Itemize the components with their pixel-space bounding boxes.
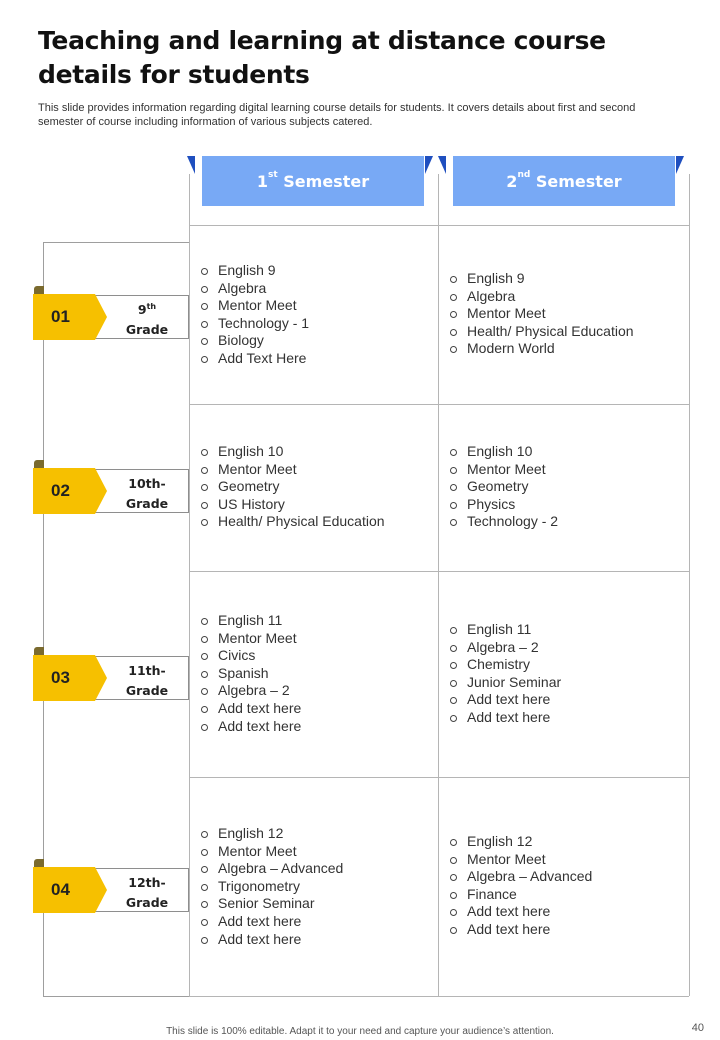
cell-grade12-sem1: [190, 825, 436, 948]
subject-item: Geometry: [190, 478, 436, 496]
table-rule: [189, 225, 689, 226]
subject-item: US History: [190, 496, 436, 514]
grade-label: [107, 658, 187, 701]
subject-item: Chemistry: [439, 656, 687, 674]
subject-item: Algebra: [190, 280, 436, 298]
grade-badge: 01: [33, 294, 95, 340]
subject-item: Trigonometry: [190, 878, 436, 896]
subject-item: Mentor Meet: [439, 461, 687, 479]
table-rule: [189, 777, 689, 778]
subject-list: [439, 833, 687, 939]
header-ordinal: st: [268, 170, 278, 180]
badge-arrow: [95, 655, 107, 701]
grade-badge: 03: [33, 655, 95, 701]
subject-item: Add Text Here: [190, 350, 436, 368]
subject-item: Technology - 2: [439, 513, 687, 531]
badge-cap: [34, 286, 44, 294]
subject-item: English 9: [439, 270, 687, 288]
subject-item: English 10: [190, 443, 436, 461]
subject-item: Health/ Physical Education: [190, 513, 436, 531]
table-border-right: [689, 174, 690, 996]
subject-item: English 10: [439, 443, 687, 461]
subject-item: English 11: [439, 621, 687, 639]
badge-cap: [34, 460, 44, 468]
subject-item: Add text here: [190, 913, 436, 931]
header-ordinal: nd: [517, 170, 531, 180]
header-fold-left: [438, 156, 446, 174]
grade-marker-3: [33, 655, 189, 701]
header-semester-1: [195, 156, 431, 206]
grade-label-word: Grade: [125, 322, 169, 338]
subject-item: Biology: [190, 332, 436, 350]
cell-grade10-sem1: [190, 443, 436, 531]
subject-item: Mentor Meet: [190, 297, 436, 315]
subject-item: Junior Seminar: [439, 674, 687, 692]
subject-item: Mentor Meet: [190, 630, 436, 648]
subject-item: Add text here: [190, 700, 436, 718]
page-subtitle: This slide provides information regarding digital learning course details for students. It covers details about first and second semester of course including information of various subjects catered.: [38, 102, 636, 128]
subject-item: Mentor Meet: [439, 851, 687, 869]
subject-item: English 11: [190, 612, 436, 630]
badge-arrow: [95, 468, 107, 514]
cell-grade11-sem2: [439, 621, 687, 727]
subject-item: Modern World: [439, 340, 687, 358]
subject-item: Physics: [439, 496, 687, 514]
subject-item: Spanish: [190, 665, 436, 683]
subject-item: Algebra – 2: [190, 682, 436, 700]
grade-label: [107, 870, 187, 913]
grade-label: [107, 297, 187, 340]
grade-badge: 04: [33, 867, 95, 913]
grade-badge: 02: [33, 468, 95, 514]
header-semester-2: [446, 156, 682, 206]
subject-item: English 9: [190, 262, 436, 280]
subject-list: [439, 621, 687, 727]
subject-item: Algebra – Advanced: [190, 860, 436, 878]
grade-label-sup: th: [146, 302, 157, 311]
header-word: Semester: [283, 171, 370, 191]
subject-item: Add text here: [439, 709, 687, 727]
subject-item: Mentor Meet: [190, 843, 436, 861]
grade-label-main: 11th-: [128, 663, 166, 679]
subject-item: Health/ Physical Education: [439, 323, 687, 341]
subject-item: Add text here: [190, 718, 436, 736]
grade-label: [107, 471, 187, 514]
table-rule: [189, 571, 689, 572]
subject-item: Geometry: [439, 478, 687, 496]
subject-item: Senior Seminar: [190, 895, 436, 913]
subject-item: Add text here: [190, 931, 436, 949]
table-rule: [189, 404, 689, 405]
subject-list: [439, 270, 687, 358]
subject-item: English 12: [190, 825, 436, 843]
grade-label-word: Grade: [125, 895, 169, 911]
grade-label-main: 9: [137, 302, 147, 318]
grade-label-main: 10th-: [128, 476, 166, 492]
cell-grade11-sem1: [190, 612, 436, 735]
cell-grade9-sem2: [439, 270, 687, 358]
subject-item: Mentor Meet: [439, 305, 687, 323]
subject-item: Add text here: [439, 691, 687, 709]
subject-item: Technology - 1: [190, 315, 436, 333]
header-fold-left: [187, 156, 195, 174]
subject-item: Add text here: [439, 903, 687, 921]
grade-label-main: 12th-: [128, 875, 166, 891]
grade-bracket-top: [43, 242, 189, 243]
subject-item: Algebra: [439, 288, 687, 306]
header-fold-right: [676, 156, 684, 174]
cell-grade10-sem2: [439, 443, 687, 531]
grade-marker-4: [33, 867, 189, 913]
header-word: Semester: [535, 171, 622, 191]
page-title: Teaching and learning at distance course details for students: [38, 26, 606, 89]
page-number: 40: [691, 1022, 704, 1034]
subject-item: Mentor Meet: [190, 461, 436, 479]
badge-cap: [34, 859, 44, 867]
badge-arrow: [95, 867, 107, 913]
header-number: 2: [506, 171, 518, 191]
cell-grade12-sem2: [439, 833, 687, 939]
subject-item: English 12: [439, 833, 687, 851]
badge-arrow: [95, 294, 107, 340]
subject-item: Civics: [190, 647, 436, 665]
table-rule: [189, 996, 689, 997]
grade-marker-2: [33, 468, 189, 514]
cell-grade9-sem1: [190, 262, 436, 368]
subject-item: Algebra – Advanced: [439, 868, 687, 886]
subject-list: [190, 443, 436, 531]
subject-item: Add text here: [439, 921, 687, 939]
grade-label-word: Grade: [125, 496, 169, 512]
grade-bracket-bottom: [43, 996, 189, 997]
header-fold-right: [425, 156, 433, 174]
subject-list: [439, 443, 687, 531]
subject-item: Finance: [439, 886, 687, 904]
header-label: [453, 156, 675, 206]
subject-list: [190, 612, 436, 735]
grade-label-word: Grade: [125, 683, 169, 699]
header-label: [202, 156, 424, 206]
footer-note: This slide is 100% editable. Adapt it to your need and capture your audience’s attention.: [166, 1026, 554, 1037]
subject-list: [190, 825, 436, 948]
grade-marker-1: [33, 294, 189, 340]
subject-list: [190, 262, 436, 368]
subject-item: Algebra – 2: [439, 639, 687, 657]
header-number: 1: [256, 171, 269, 191]
badge-cap: [34, 647, 44, 655]
